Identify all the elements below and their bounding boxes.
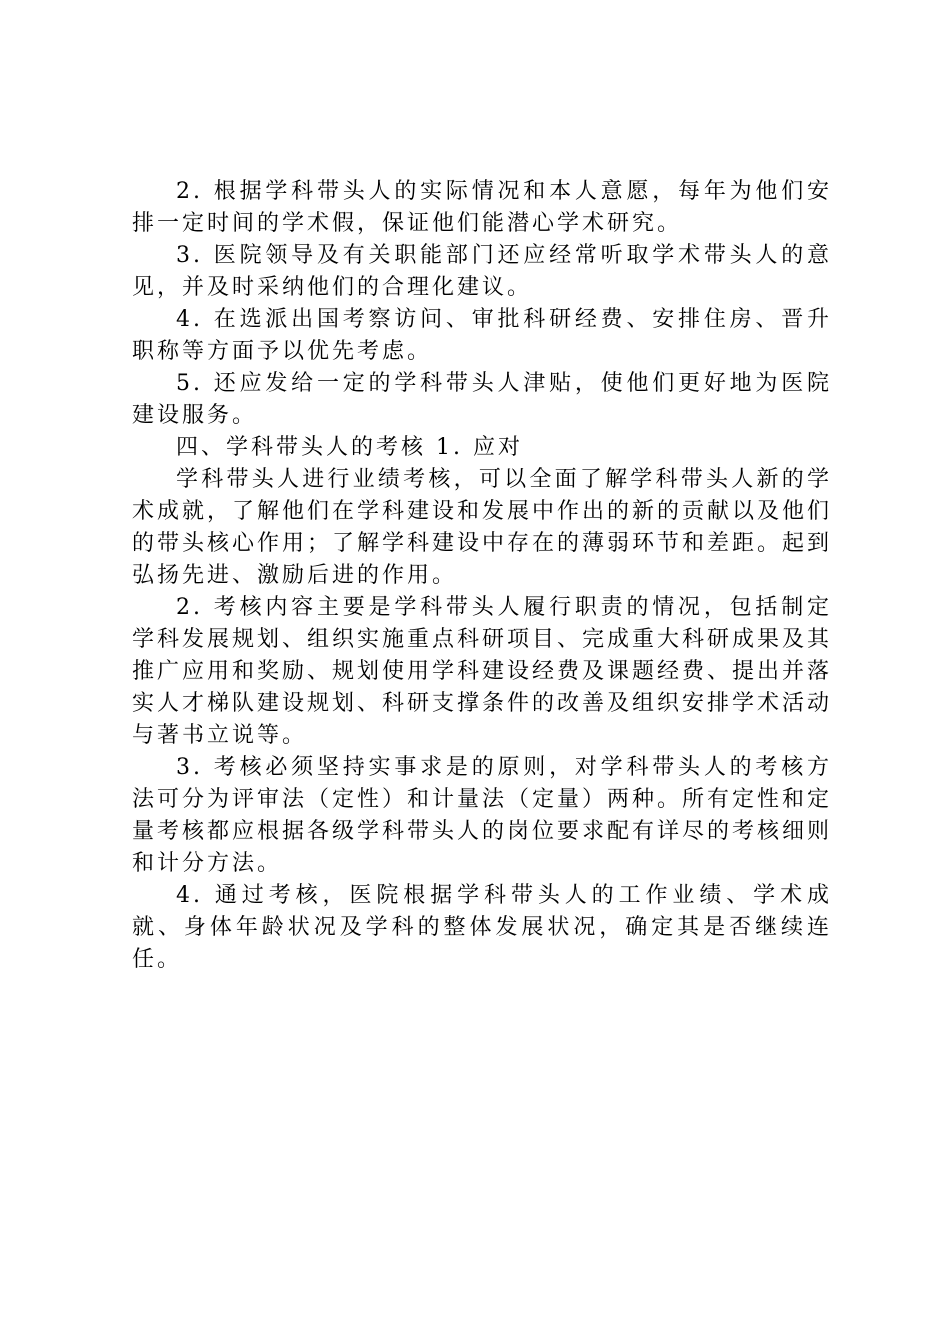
paragraph-8: 3. 考核必须坚持实事求是的原则，对学科带头人的考核方法可分为评审法（定性）和计量法（定量）两种。所有定性和定量考核都应根据各级学科带头人的岗位要求配有详尽的考核细则和计分方法。 xyxy=(132,755,833,876)
paragraph-7: 2. 考核内容主要是学科带头人履行职责的情况，包括制定学科发展规划、组织实施重点科研项目、完成重大科研成果及其推广应用和奖励、规划使用学科建设经费及课题经费、提出并落实人才梯队建设规划、科研支撑条件的改善及组织安排学术活动与著书立说等。 xyxy=(132,595,833,748)
paragraph-1: 2. 根据学科带头人的实际情况和本人意愿，每年为他们安排一定时间的学术假，保证他们能潜心学术研究。 xyxy=(132,179,832,236)
paragraph-3: 4. 在选派出国考察访问、审批科研经费、安排住房、晋升职称等方面予以优先考虑。 xyxy=(132,307,832,364)
paragraph-9: 4. 通过考核，医院根据学科带头人的工作业绩、学术成就、身体年龄状况及学科的整体发展状况，确定其是否继续连任。 xyxy=(132,883,832,972)
paragraph-4: 5. 还应发给一定的学科带头人津贴，使他们更好地为医院建设服务。 xyxy=(132,371,832,428)
paragraph-6: 学科带头人进行业绩考核，可以全面了解学科带头人新的学术成就，了解他们在学科建设和发展中作出的新的贡献以及他们的带头核心作用；了解学科建设中存在的薄弱环节和差距。起到弘扬先进、激励后进的作用。 xyxy=(132,467,833,588)
section-heading: 四、学科带头人的考核 1. 应对 xyxy=(176,435,523,460)
document-body xyxy=(132,176,832,976)
paragraph-2: 3. 医院领导及有关职能部门还应经常听取学术带头人的意见，并及时采纳他们的合理化建议。 xyxy=(132,243,832,300)
